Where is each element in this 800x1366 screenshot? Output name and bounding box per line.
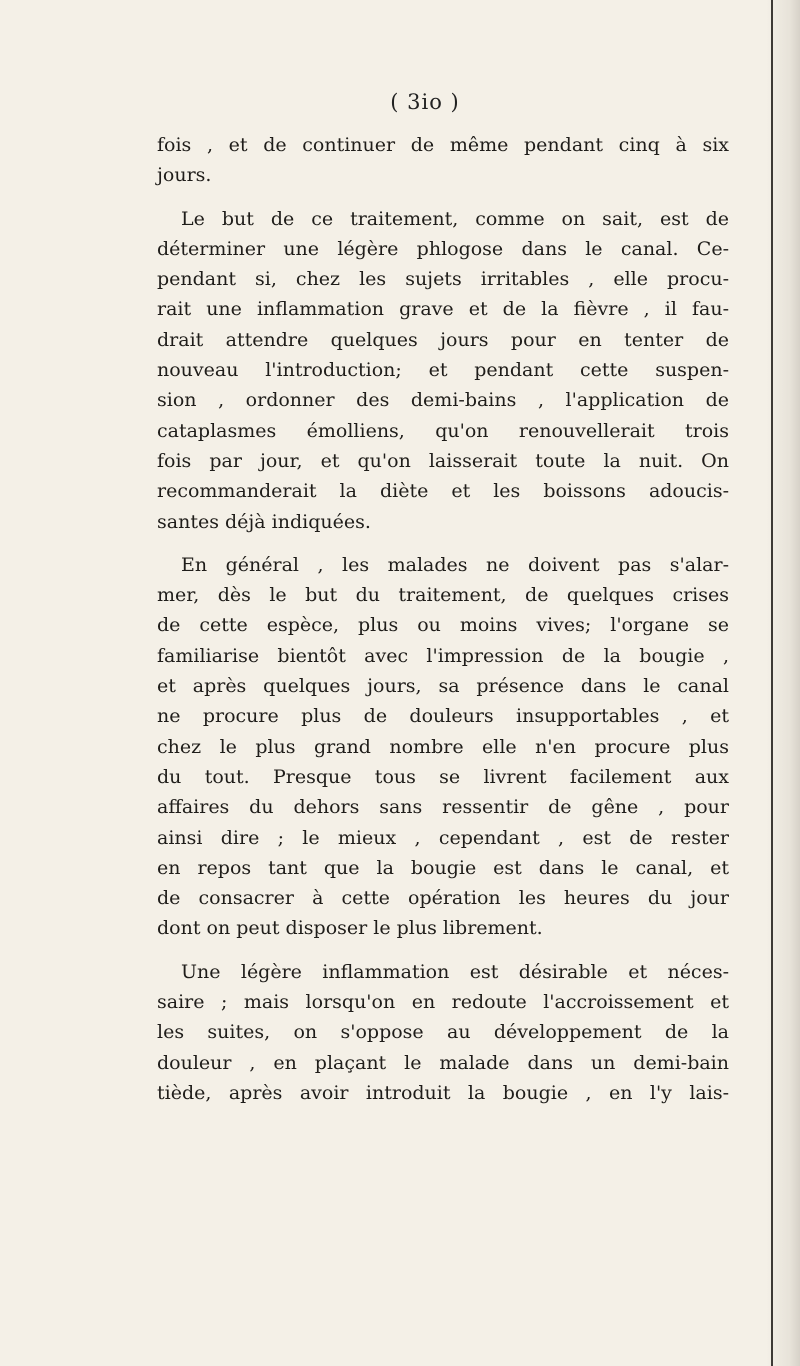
text-line: douleur , en plaçant le malade dans un demi-bain <box>157 1051 729 1074</box>
text-line: de cette espèce, plus ou moins vives; l'organe se <box>157 614 729 637</box>
text-line: familiarise bientôt avec l'impression de la bougie , <box>157 644 729 667</box>
paragraph-1 <box>157 130 729 191</box>
text-line: saire ; mais lorsqu'on en redoute l'accroissement et <box>157 991 729 1014</box>
paragraph-4 <box>157 957 729 1108</box>
text-line: fois , et de continuer de même pendant cinq à six <box>157 134 729 156</box>
text-line: chez le plus grand nombre elle n'en procure plus <box>157 735 729 758</box>
text-line: recommanderait la diète et les boissons adoucis- <box>157 480 729 503</box>
text-line: de consacrer à cette opération les heures du jour <box>157 887 729 910</box>
text-line: tiède, après avoir introduit la bougie , en l'y lais- <box>157 1081 729 1104</box>
text-line: Une légère inflammation est désirable et néces- <box>181 960 729 983</box>
text-line: drait attendre quelques jours pour en tenter de <box>157 328 729 351</box>
text-line: cataplasmes émolliens, qu'on renouvellerait trois <box>157 419 729 442</box>
text-line: En général , les malades ne doivent pas s'alar- <box>181 553 729 576</box>
text-line: les suites, on s'oppose au développement de la <box>157 1021 729 1044</box>
body-text <box>157 130 729 1108</box>
paragraph-2 <box>157 204 729 537</box>
page-number: ( 3io ) <box>390 90 460 114</box>
text-line: en repos tant que la bougie est dans le canal, et <box>157 856 729 879</box>
text-line: santes déjà indiquées. <box>157 510 371 533</box>
text-line: Le but de ce traitement, comme on sait, est de <box>181 207 729 230</box>
text-line: jours. <box>157 164 212 187</box>
text-line: ne procure plus de douleurs insupportables , et <box>157 705 729 728</box>
text-line: fois par jour, et qu'on laisserait toute la nuit. On <box>157 449 729 472</box>
text-line: nouveau l'introduction; et pendant cette suspen- <box>157 359 729 382</box>
paragraph-3 <box>157 550 729 944</box>
text-line: sion , ordonner des demi-bains , l'application de <box>157 389 729 412</box>
text-line: affaires du dehors sans ressentir de gêne , pour <box>157 796 729 819</box>
text-line: dont on peut disposer le plus librement. <box>157 917 543 940</box>
page-edge-line <box>771 0 773 1366</box>
text-line: mer, dès le but du traitement, de quelques crises <box>157 584 729 607</box>
text-line: rait une inflammation grave et de la fièvre , il fau- <box>157 298 729 321</box>
text-line: du tout. Presque tous se livrent facilement aux <box>157 765 729 788</box>
text-line: ainsi dire ; le mieux , cependant , est de rester <box>157 826 729 849</box>
text-line: pendant si, chez les sujets irritables , elle procu- <box>157 268 729 291</box>
text-line: déterminer une légère phlogose dans le canal. Ce- <box>157 237 729 260</box>
text-line: et après quelques jours, sa présence dans le canal <box>157 675 729 698</box>
